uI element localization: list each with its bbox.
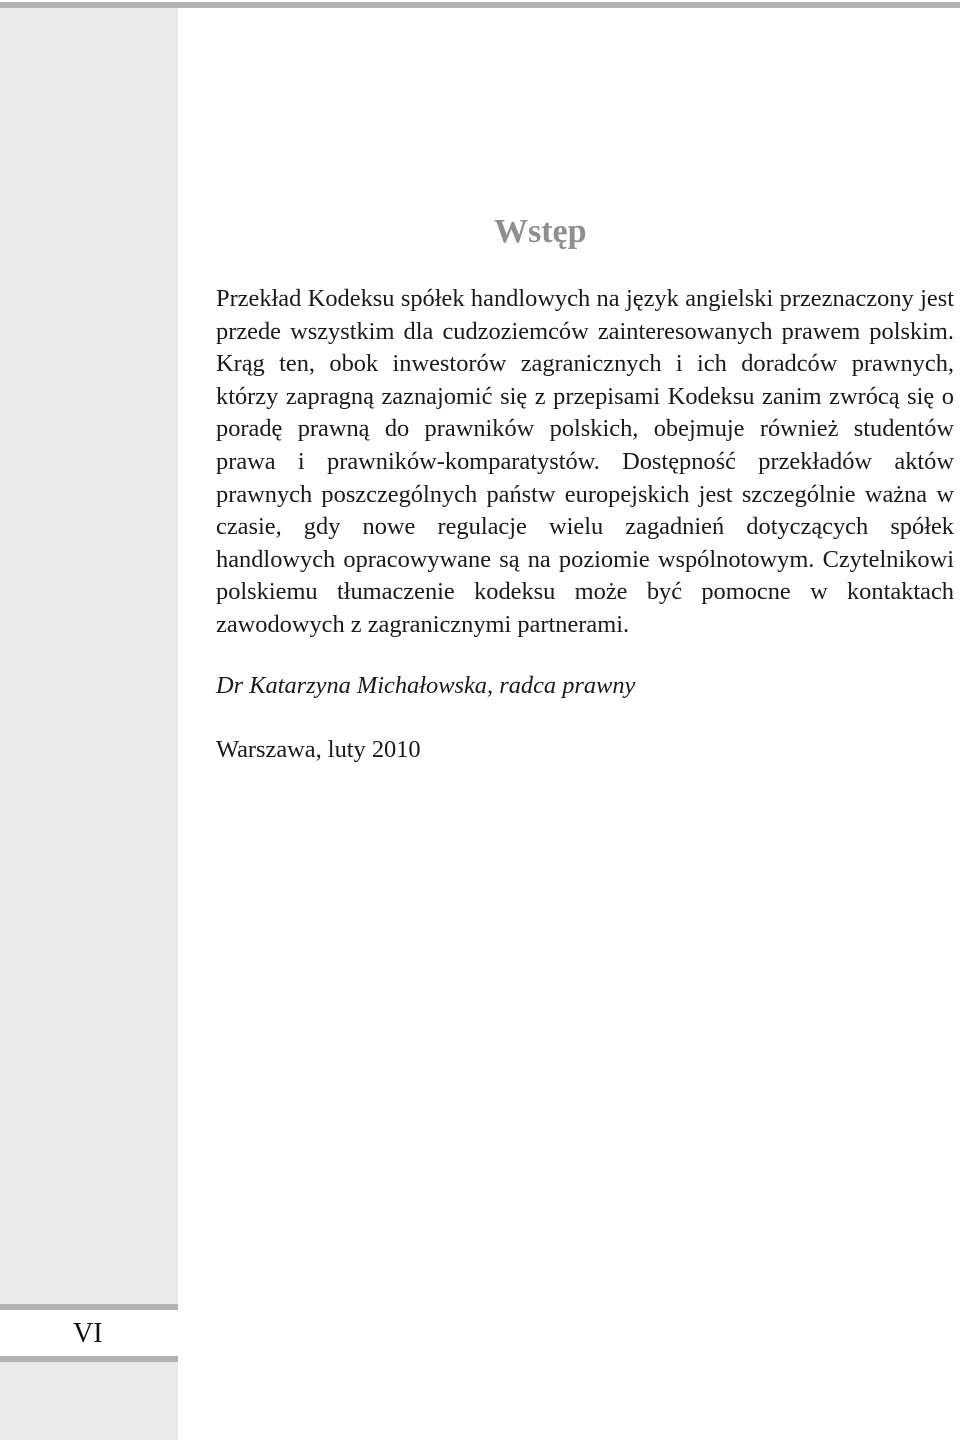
place-and-date: Warszawa, luty 2010 <box>216 736 421 763</box>
margin-sidebar <box>0 8 178 1304</box>
author-signature: Dr Katarzyna Michałowska, radca prawny <box>216 672 636 699</box>
preface-paragraph: Przekład Kodeksu spółek handlowych na język angielski przeznaczony jest przede wszystkim dla cudzoziemców zainteresowanych prawem polskim. Krąg ten, obok inwestorów zagranicznych i ich doradców prawnych, którzy zapragną zaznajomić się z przepisami Kodeksu zanim zwrócą się o poradę prawną do prawników polskich, obejmuje również studentów prawa i prawników-komparatystów. Dostępność przekładów aktów prawnych poszczególnych państw europejskich jest szczególnie ważna w czasie, gdy nowe regulacje wielu zagadnień dotyczących spółek handlowych opracowywane są na poziomie wspólnotowym. Czytelnikowi polskiemu tłumaczenie kodeksu może być pomocne w kontaktach zawodowych z zagranicznymi partnerami. <box>216 285 954 638</box>
page-number-rule-top <box>0 1304 178 1310</box>
page-number: VI <box>73 1318 103 1349</box>
page-title: Wstęp <box>494 213 587 250</box>
margin-sidebar-bottom <box>0 1362 178 1440</box>
